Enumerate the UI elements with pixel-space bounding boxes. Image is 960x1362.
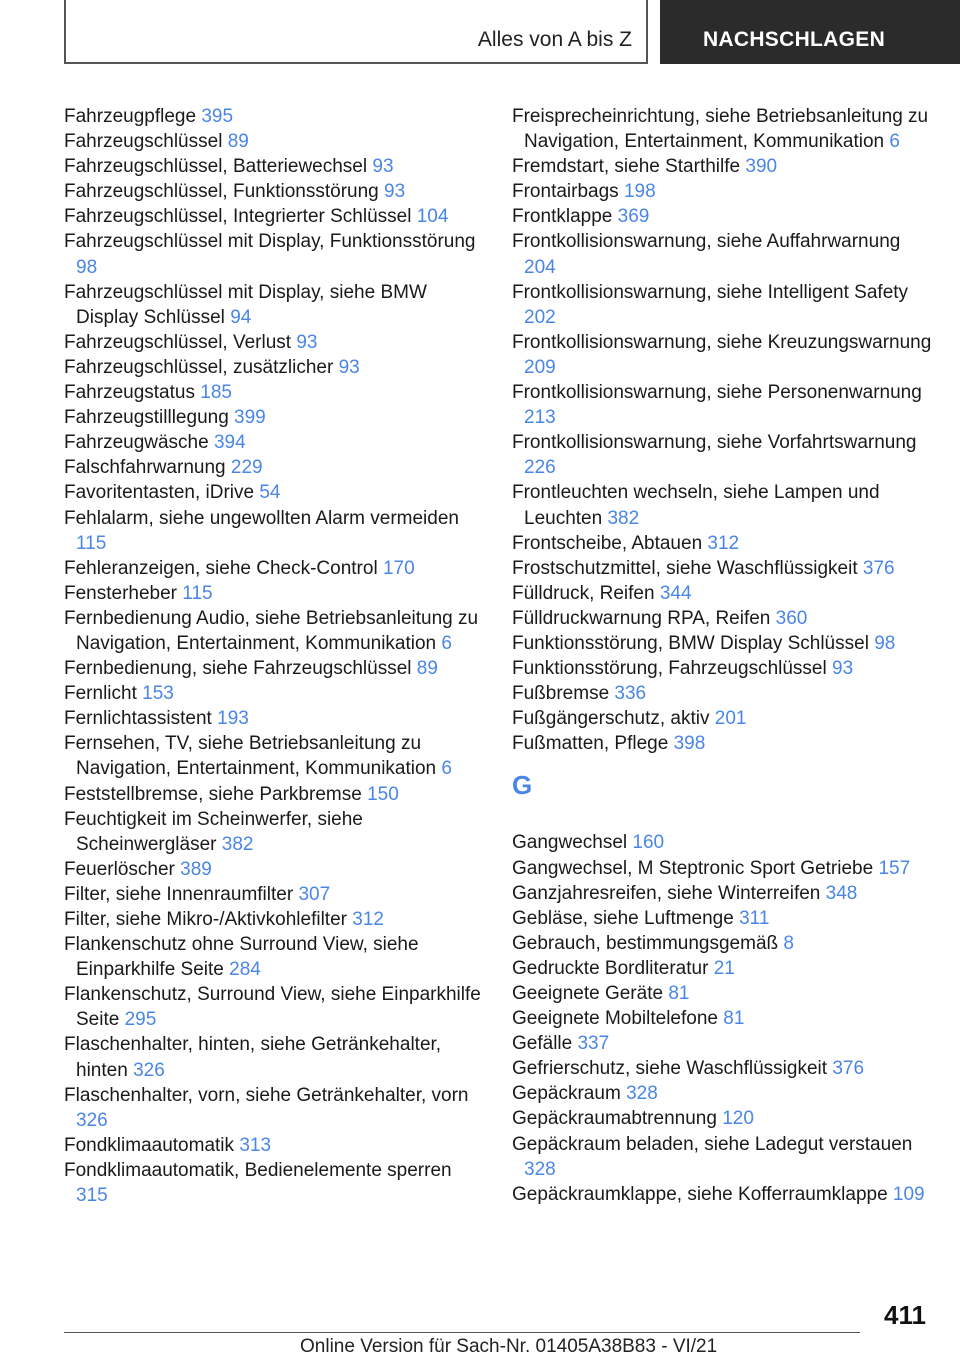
page-reference-link[interactable]: 311 [739, 907, 770, 929]
index-term: Fernlichtassistent [64, 708, 212, 730]
page-reference-link[interactable]: 81 [668, 983, 690, 1004]
page-reference-link[interactable]: 198 [623, 181, 656, 203]
page-reference-link[interactable]: 344 [659, 582, 692, 604]
index-entry [64, 556, 484, 581]
index-term: Gefälle [512, 1033, 573, 1055]
index-term: Fahrzeugschlüssel mit Display, Funktionsstörung [64, 231, 476, 253]
page-reference-link[interactable]: 153 [142, 683, 174, 705]
index-entry [512, 1132, 932, 1182]
index-term: Gangwechsel, M Steptronic Sport Getriebe [512, 857, 874, 879]
page-reference-link[interactable]: 94 [230, 306, 252, 328]
index-term: Gepäckraumabtrennung [512, 1108, 717, 1130]
index-entry [512, 656, 932, 681]
page-number: 411 [884, 1300, 926, 1330]
index-term: Feststellbremse, siehe Parkbremse [64, 783, 362, 805]
index-entry [512, 204, 932, 229]
index-entry [64, 355, 484, 380]
index-term: Frontkollisionswarnung, siehe Personenwarnung [512, 382, 922, 404]
index-entry [64, 179, 484, 204]
index-term: Gebläse, siehe Luftmenge [512, 907, 734, 929]
page-reference-link[interactable]: 120 [722, 1108, 754, 1130]
index-term: Gepäckraumklappe, siehe Kofferraumklappe [512, 1183, 888, 1205]
index-term: Favoritentasten, iDrive [64, 482, 255, 504]
page-reference-link[interactable]: 313 [239, 1134, 272, 1156]
index-entry [64, 154, 484, 179]
page-reference-link[interactable]: 284 [229, 959, 261, 981]
index-term: Fülldruckwarnung RPA, Reifen [512, 607, 771, 629]
index-entry [64, 480, 484, 505]
page-reference-link[interactable]: 336 [614, 683, 647, 705]
page-reference-link[interactable]: 360 [775, 607, 808, 629]
index-entry [64, 330, 484, 355]
index-term: Funktionsstörung, Fahrzeugschlüssel [512, 658, 827, 680]
index-term: Flankenschutz, Surround View, siehe Einparkhilfe Seite [64, 984, 481, 1031]
index-term: Fahrzeugschlüssel [64, 131, 223, 153]
index-entry [512, 631, 932, 656]
page-reference-link[interactable]: 312 [707, 532, 740, 554]
index-term: Gepäckraum beladen, siehe Ladegut verstauen [512, 1133, 913, 1155]
index-term: Fahrzeugpflege [64, 106, 197, 127]
page-reference-link[interactable]: 326 [76, 1109, 108, 1131]
page-header [0, 0, 960, 66]
index-term: Filter, siehe Innenraumfilter [64, 883, 294, 905]
index-term: Frontklappe [512, 206, 613, 228]
page-reference-link[interactable]: 376 [862, 557, 895, 579]
index-entry [512, 681, 932, 706]
index-term: Gepäckraum [512, 1083, 621, 1105]
page-reference-link[interactable]: 398 [673, 733, 706, 755]
page-reference-link[interactable]: 202 [524, 306, 556, 328]
index-entry [64, 731, 484, 781]
page-reference-link[interactable]: 109 [892, 1183, 925, 1205]
page-reference-link[interactable]: 348 [825, 882, 858, 904]
index-entry [512, 531, 932, 556]
header-chapter-label: NACHSCHLAGEN [702, 28, 886, 51]
page-reference-link[interactable]: 390 [745, 156, 778, 178]
index-entry [64, 104, 484, 129]
index-term: Fülldruck, Reifen [512, 582, 655, 604]
index-entry [512, 280, 932, 330]
index-entry [512, 104, 932, 154]
index-term: Freisprecheinrichtung, siehe Betriebsanleitung zu Navigation, Entertainment, Kommunikation [512, 106, 929, 153]
index-term: Fernsehen, TV, siehe Betriebsanleitung zu Navigation, Entertainment, Kommunikation [64, 733, 437, 780]
index-entry [512, 581, 932, 606]
page-reference-link[interactable]: 204 [524, 256, 556, 278]
page-reference-link[interactable]: 8 [783, 932, 794, 954]
index-entry [64, 455, 484, 480]
index-entry [64, 681, 484, 706]
index-term: Fensterheber [64, 582, 178, 604]
index-term: Fahrzeugschlüssel, zusätzlicher [64, 356, 334, 378]
index-entry [512, 480, 932, 530]
index-entry [512, 1106, 932, 1131]
index-entry [64, 380, 484, 405]
index-entry [512, 856, 932, 881]
index-entry [512, 1056, 932, 1081]
index-term: Fahrzeugschlüssel, Integrierter Schlüssel [64, 206, 412, 228]
footer-version-text: Online Version für Sach-Nr. 01405A38B83 - VI/21 [300, 1336, 718, 1357]
page-reference-link[interactable]: 307 [298, 883, 331, 905]
page-reference-link[interactable]: 157 [878, 857, 911, 879]
index-term: Falschfahrwarnung [64, 457, 226, 479]
index-term: Fahrzeugwäsche [64, 432, 209, 454]
index-term: Fernbedienung Audio, siehe Betriebsanleitung zu Navigation, Entertainment, Kommunikation [64, 607, 479, 654]
index-term: Fußbremse [512, 683, 610, 705]
index-column-left [64, 104, 484, 1208]
page-reference-link[interactable]: 98 [76, 256, 98, 278]
index-entry [512, 229, 932, 279]
index-entry [512, 430, 932, 480]
index-term: Gefrierschutz, siehe Waschflüssigkeit [512, 1058, 828, 1080]
page-reference-link[interactable]: 389 [180, 858, 212, 880]
index-entry [64, 280, 484, 330]
index-term: Fondklimaautomatik [64, 1134, 235, 1156]
page-reference-link[interactable]: 315 [76, 1185, 108, 1207]
index-term: Ganzjahresreifen, siehe Winterreifen [512, 882, 821, 904]
index-entry [64, 129, 484, 154]
index-term: Flankenschutz ohne Surround View, siehe Einparkhilfe Seite [64, 934, 419, 981]
index-term: Frontairbags [512, 181, 619, 203]
page-reference-link[interactable]: 6 [889, 131, 900, 153]
index-entry [64, 782, 484, 807]
index-term: Frontkollisionswarnung, siehe Intelligent Safety [512, 281, 909, 303]
page-reference-link[interactable]: 328 [524, 1158, 556, 1180]
page-reference-link[interactable]: 93 [372, 156, 394, 178]
index-term: Geeignete Mobiltelefone [512, 1008, 718, 1030]
page-reference-link[interactable]: 6 [441, 632, 452, 654]
header-section-title: Alles von A bis Z [477, 28, 632, 51]
page-reference-link[interactable]: 382 [221, 833, 254, 855]
index-term: Fußgängerschutz, aktiv [512, 708, 710, 730]
index-entry [512, 606, 932, 631]
page-reference-link[interactable]: 21 [713, 957, 735, 979]
page-reference-link[interactable]: 115 [182, 582, 213, 604]
index-term: Fahrzeugschlüssel, Batteriewechsel [64, 156, 368, 178]
page-reference-link[interactable]: 170 [382, 557, 415, 579]
page-reference-link[interactable]: 328 [626, 1083, 658, 1105]
index-entry [64, 1083, 484, 1133]
index-entry [512, 830, 932, 855]
index-term: Frontkollisionswarnung, siehe Auffahrwarnung [512, 231, 901, 253]
index-entry [512, 981, 932, 1006]
index-entry [64, 982, 484, 1032]
index-entry [512, 556, 932, 581]
page-reference-link[interactable]: 369 [617, 206, 650, 228]
index-term: Frontleuchten wechseln, siehe Lampen und Leuchten [512, 482, 880, 529]
index-letter-heading: G [512, 770, 533, 801]
index-term: Geeignete Geräte [512, 983, 664, 1004]
page-reference-link[interactable]: 213 [524, 407, 556, 429]
page-reference-link[interactable]: 312 [352, 909, 384, 930]
page-reference-link[interactable]: 93 [384, 181, 406, 203]
index-entry [512, 154, 932, 179]
page-reference-link[interactable]: 6 [441, 758, 452, 780]
page-reference-link[interactable]: 376 [832, 1058, 865, 1080]
index-entry [512, 706, 932, 731]
index-term: Fahrzeugschlüssel mit Display, siehe BMW Display Schlüssel [64, 281, 427, 328]
page-reference-link[interactable]: 201 [714, 708, 747, 730]
index-term: Feuerlöscher [64, 858, 175, 880]
index-entry [64, 229, 484, 279]
index-term: Fahrzeugschlüssel, Funktionsstörung [64, 181, 379, 203]
index-term: Flaschenhalter, hinten, siehe Getränkehalter, hinten [64, 1034, 442, 1081]
index-entry [512, 956, 932, 981]
index-term: Funktionsstörung, BMW Display Schlüssel [512, 632, 869, 654]
index-entry [64, 807, 484, 857]
page-reference-link[interactable]: 209 [524, 356, 556, 378]
page-reference-link[interactable]: 226 [524, 457, 556, 479]
page-reference-link[interactable]: 89 [416, 658, 438, 680]
page-reference-link[interactable]: 150 [367, 783, 399, 805]
index-term: Gebrauch, bestimmungsgemäß [512, 932, 779, 954]
index-term: Fernlicht [64, 683, 137, 705]
index-entry [512, 179, 932, 204]
page-reference-link[interactable]: 93 [832, 658, 854, 680]
index-term: Gangwechsel [512, 832, 628, 854]
index-entry [64, 506, 484, 556]
index-term: Frontkollisionswarnung, siehe Vorfahrtswarnung [512, 432, 917, 454]
page-reference-link[interactable]: 337 [577, 1033, 610, 1055]
index-term: Fahrzeugstilllegung [64, 407, 229, 429]
index-entry [64, 1133, 484, 1158]
index-entry [64, 907, 484, 932]
index-entry [512, 1006, 932, 1031]
index-entry [64, 405, 484, 430]
index-entry [512, 380, 932, 430]
index-entry [64, 857, 484, 882]
page-reference-link[interactable]: 395 [201, 106, 234, 127]
page-reference-link[interactable]: 326 [133, 1059, 165, 1081]
index-term: Fußmatten, Pflege [512, 733, 669, 755]
index-entry [64, 581, 484, 606]
index-entry [64, 1158, 484, 1208]
page-footer [300, 1336, 717, 1358]
page-reference-link[interactable]: 193 [217, 708, 249, 730]
index-entry [64, 656, 484, 681]
index-entry [64, 606, 484, 656]
index-entry [512, 1081, 932, 1106]
index-entry [512, 1182, 932, 1207]
page-reference-link[interactable]: 115 [76, 532, 107, 554]
index-group-f [512, 104, 932, 756]
page-reference-link[interactable]: 54 [259, 482, 281, 504]
page-reference-link[interactable]: 160 [632, 832, 665, 854]
page-reference-link[interactable]: 394 [213, 432, 246, 454]
index-term: Feuchtigkeit im Scheinwerfer, siehe Scheinwergläser [64, 808, 363, 855]
index-term: Frontscheibe, Abtauen [512, 532, 703, 554]
index-entry [64, 706, 484, 731]
header-frame [64, 0, 648, 64]
index-term: Flaschenhalter, vorn, siehe Getränkehalter, vorn [64, 1084, 469, 1106]
index-entry [512, 906, 932, 931]
index-entry [512, 330, 932, 380]
index-entry [512, 881, 932, 906]
index-term: Filter, siehe Mikro-/Aktivkohlefilter [64, 909, 347, 930]
header-chapter-tab[interactable] [660, 0, 960, 64]
index-entry [512, 731, 932, 756]
index-group-g [512, 830, 932, 1206]
index-entry [64, 882, 484, 907]
page-reference-link[interactable]: 104 [416, 206, 449, 228]
index-term: Frostschutzmittel, siehe Waschflüssigkeit [512, 557, 858, 579]
index-term: Fernbedienung, siehe Fahrzeugschlüssel [64, 658, 412, 680]
page-reference-link[interactable]: 81 [723, 1008, 745, 1030]
index-entry [64, 204, 484, 229]
page-reference-link[interactable]: 89 [227, 131, 249, 153]
footer-divider [64, 1332, 860, 1333]
index-term: Fehleranzeigen, siehe Check-Control [64, 557, 378, 579]
index-term: Fahrzeugschlüssel, Verlust [64, 331, 292, 353]
page-reference-link[interactable]: 98 [874, 632, 896, 654]
page-reference-link[interactable]: 229 [230, 457, 263, 479]
index-entry [512, 931, 932, 956]
index-term: Fondklimaautomatik, Bedienelemente sperren [64, 1159, 452, 1181]
index-column-right [512, 104, 932, 1207]
page-reference-link[interactable]: 382 [607, 507, 640, 529]
page-reference-link[interactable]: 185 [200, 382, 232, 404]
index-entry [64, 932, 484, 982]
index-entry [512, 1031, 932, 1056]
index-term: Fehlalarm, siehe ungewollten Alarm vermeiden [64, 507, 459, 529]
index-term: Fremdstart, siehe Starthilfe [512, 156, 741, 178]
index-term: Gedruckte Bordliteratur [512, 957, 709, 979]
page-reference-link[interactable]: 295 [124, 1009, 157, 1031]
index-term: Fahrzeugstatus [64, 382, 195, 404]
index-term: Frontkollisionswarnung, siehe Kreuzungswarnung [512, 331, 932, 353]
page-reference-link[interactable]: 399 [234, 407, 266, 429]
page-reference-link[interactable]: 93 [338, 356, 360, 378]
page-reference-link[interactable]: 93 [296, 331, 318, 353]
index-entry [64, 1032, 484, 1082]
index-entry [64, 430, 484, 455]
